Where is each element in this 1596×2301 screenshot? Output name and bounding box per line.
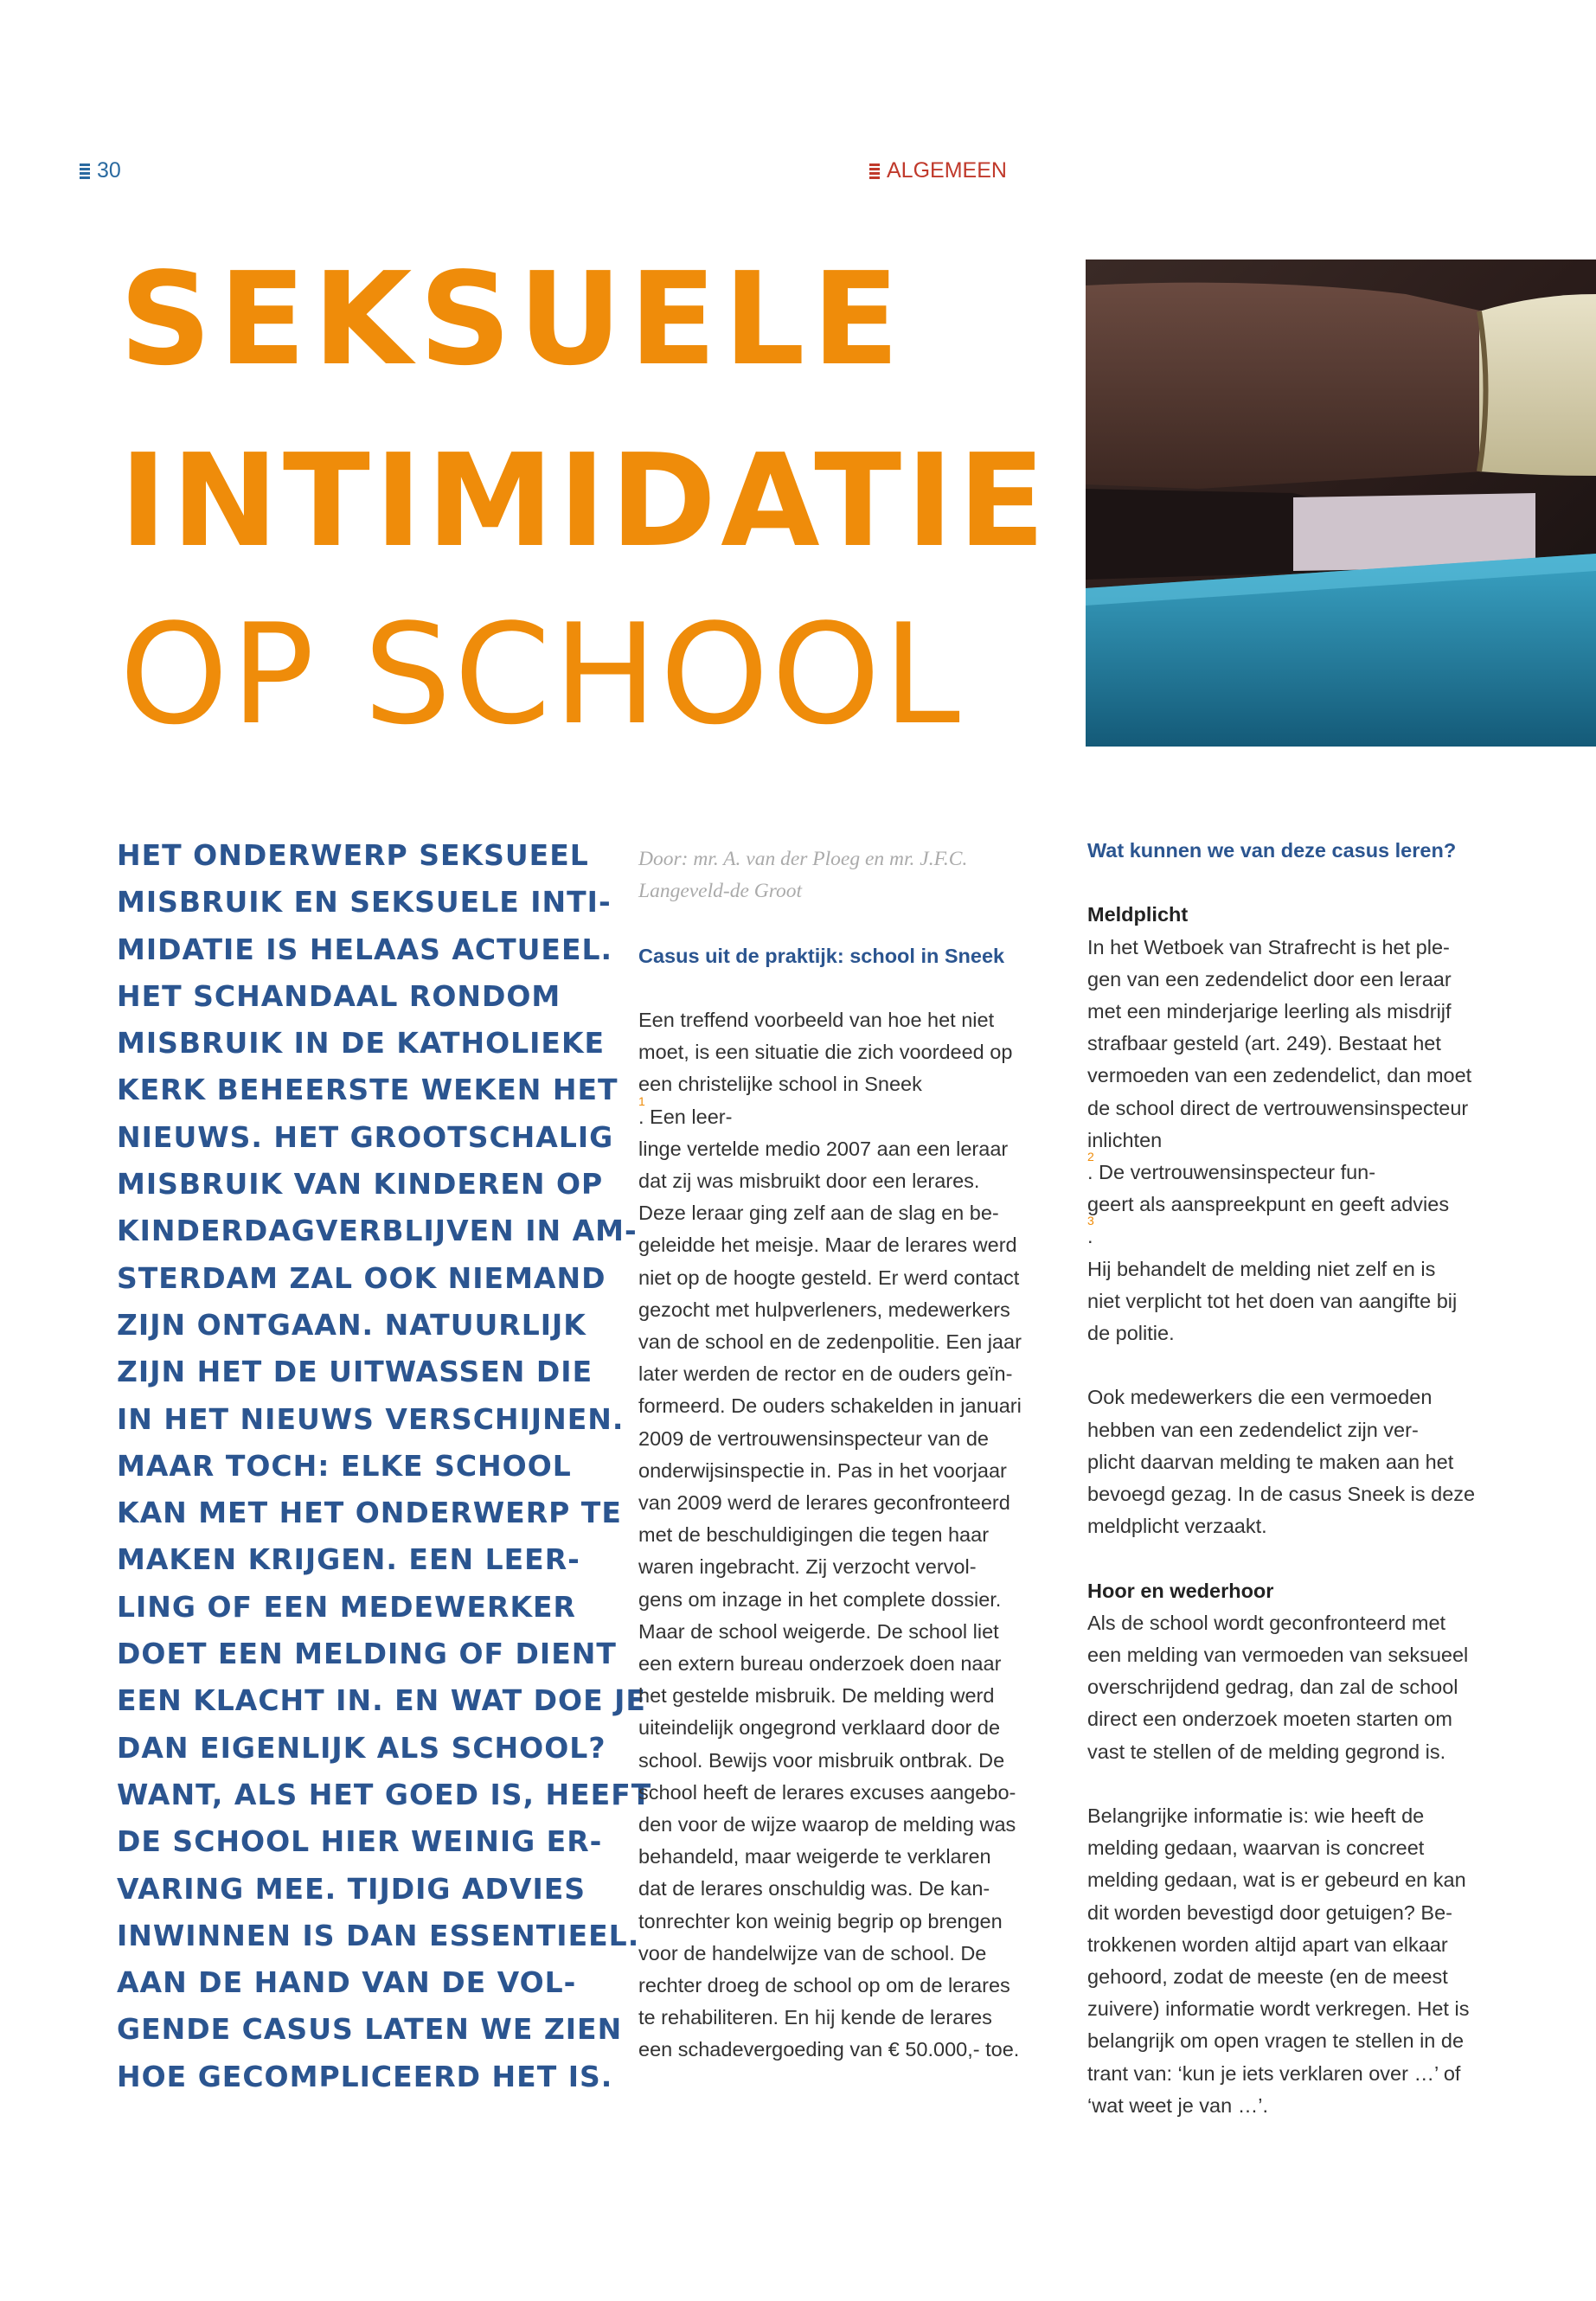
lead-line: MAAR TOCH: ELKE SCHOOL bbox=[117, 1448, 572, 1483]
column-2 bbox=[638, 843, 1054, 2067]
informatie-line: zuivere) informatie wordt verkregen. Het is bbox=[1087, 1997, 1470, 2021]
meldplicht-line: gen van een zedendelict door een leraar bbox=[1087, 967, 1452, 990]
case-line: van 2009 werd de lerares geconfronteerd bbox=[638, 1491, 1010, 1515]
lead-line: INWINNEN IS DAN ESSENTIEEL. bbox=[117, 1918, 640, 1952]
page-number-text: 30 bbox=[97, 158, 121, 183]
case-line: rechter droeg de school op om de lerares bbox=[638, 1974, 1010, 1997]
case-line: Maar de school weigerde. De school liet bbox=[638, 1619, 999, 1643]
case-line: school heeft de lerares excuses aangebo- bbox=[638, 1780, 1016, 1804]
case-line: geleidde het meisje. Maar de lerares werd bbox=[638, 1234, 1017, 1257]
meldplicht-line: de politie. bbox=[1087, 1322, 1175, 1345]
informatie-line: melding gedaan, waarvan is concreet bbox=[1087, 1836, 1425, 1860]
byline-line: Langeveld-de Groot bbox=[638, 880, 803, 903]
case-line: het gestelde misbruik. De melding werd bbox=[638, 1684, 995, 1708]
case-line: een schadevergoeding van € 50.000,- toe. bbox=[638, 2038, 1020, 2061]
section-label bbox=[869, 158, 1007, 183]
medewerkers-line: meldplicht verzaakt. bbox=[1087, 1515, 1267, 1538]
case-line: tonrechter kon weinig begrip op brengen bbox=[638, 1909, 1003, 1932]
section-label-text: ALGEMEEN bbox=[887, 158, 1007, 183]
case-line: te rehabiliteren. En hij kende de lerares bbox=[638, 2006, 992, 2029]
meldplicht-heading: Meldplicht bbox=[1087, 903, 1189, 926]
case-text-b bbox=[638, 1133, 1054, 2067]
bars-icon bbox=[80, 163, 90, 179]
column-3 bbox=[1087, 835, 1503, 2122]
informatie-line: gehoord, zodat de meeste (en de meest bbox=[1087, 1965, 1448, 1989]
case-line: uiteindelijk ongegrond verklaard door de bbox=[638, 1716, 1001, 1740]
title-line-2: INTIMIDATIE bbox=[119, 426, 1050, 575]
case-line: formeerd. De ouders schakelden in januari bbox=[638, 1394, 1022, 1418]
case-line: later werden de rector en de ouders geïn- bbox=[638, 1362, 1013, 1386]
hoor-line: een melding van vermoeden van seksueel bbox=[1087, 1644, 1469, 1667]
meldplicht-line: Hij behandelt de melding niet zelf en is bbox=[1087, 1257, 1436, 1280]
lead-line: ZIJN HET DE UITWASSEN DIE bbox=[117, 1355, 593, 1389]
case-text-a bbox=[638, 1004, 1054, 1068]
case-heading: Casus uit de praktijk: school in Sneek bbox=[638, 944, 1005, 967]
informatie-line: ‘wat weet je van …’. bbox=[1087, 2093, 1268, 2117]
hoor-text bbox=[1087, 1607, 1503, 1768]
case-line: met de beschuldigingen die tegen haar bbox=[638, 1523, 990, 1547]
lead-line: MAKEN KRIJGEN. EEN LEER- bbox=[117, 1542, 580, 1577]
meldplicht-line: vermoeden van een zedendelict, dan moet bbox=[1087, 1064, 1472, 1087]
informatie-line: belangrijk om open vragen te stellen in de bbox=[1087, 2029, 1465, 2053]
lead-line: HOE GECOMPLICEERD HET IS. bbox=[117, 2059, 613, 2093]
informatie-text bbox=[1087, 1800, 1503, 2122]
case-line: waren ingebracht. Zij verzocht vervol- bbox=[638, 1555, 977, 1579]
case-line: moet, is een situatie die zich voordeed op bbox=[638, 1041, 1013, 1064]
case-line: behandeld, maar weigerde te verklaren bbox=[638, 1845, 991, 1868]
informatie-line: Belangrijke informatie is: wie heeft de bbox=[1087, 1804, 1425, 1828]
meldplicht-text-b bbox=[1087, 1253, 1503, 1350]
lead-line: DAN EIGENLIJK ALS SCHOOL? bbox=[117, 1730, 606, 1765]
hoor-heading: Hoor en wederhoor bbox=[1087, 1579, 1274, 1602]
hoor-line: vast te stellen of de melding gegrond is. bbox=[1087, 1740, 1446, 1763]
medewerkers-line: hebben van een zedendelict zijn ver- bbox=[1087, 1418, 1419, 1441]
lead-line: KERK BEHEERSTE WEKEN HET bbox=[117, 1073, 619, 1107]
informatie-line: dit worden bevestigd door getuigen? Be- bbox=[1087, 1900, 1452, 1924]
case-line: gezocht met hulpverleners, medewerkers bbox=[638, 1298, 1010, 1321]
medewerkers-text bbox=[1087, 1381, 1503, 1542]
case-line: gens om inzage in het complete dossier. bbox=[638, 1587, 1002, 1611]
lead-line: NIEUWS. HET GROOTSCHALIG bbox=[117, 1119, 614, 1154]
lead-line: EEN KLACHT IN. EN WAT DOE JE bbox=[117, 1683, 646, 1718]
lead-line: GENDE CASUS LATEN WE ZIEN bbox=[117, 2012, 623, 2047]
case-line: Een treffend voorbeeld van hoe het niet bbox=[638, 1008, 995, 1031]
case-line: 2009 de vertrouwensinspecteur van de bbox=[638, 1426, 989, 1450]
hoor-line: direct een onderzoek moeten starten om bbox=[1087, 1708, 1452, 1731]
lead-line: DOET EEN MELDING OF DIENT bbox=[117, 1637, 617, 1671]
page-number bbox=[80, 158, 121, 183]
lead-line: MIDATIE IS HELAAS ACTUEEL. bbox=[117, 932, 613, 966]
lead-line: KINDERDAGVERBLIJVEN IN AM- bbox=[117, 1214, 638, 1248]
lead-line: HET SCHANDAAL RONDOM bbox=[117, 978, 561, 1013]
case-line-sneek: een christelijke school in Sneek 1 . Een leer- bbox=[638, 1073, 922, 1128]
case-line: Deze leraar ging zelf aan de slag en be- bbox=[638, 1202, 999, 1225]
meldplicht-line: de school direct de vertrouwensinspecteur bbox=[1087, 1096, 1469, 1119]
meldplicht-text-a bbox=[1087, 932, 1503, 1125]
lead-line: MISBRUIK VAN KINDEREN OP bbox=[117, 1167, 604, 1202]
case-line: niet op de hoogte gesteld. Er werd contact bbox=[638, 1266, 1020, 1289]
hoor-line: overschrijdend gedrag, dan zal de school bbox=[1087, 1676, 1458, 1699]
medewerkers-line: Ook medewerkers die een vermoeden bbox=[1087, 1386, 1433, 1409]
bars-icon bbox=[869, 163, 880, 179]
case-line: school. Bewijs voor misbruik ontbrak. De bbox=[638, 1748, 1005, 1772]
book-photo bbox=[1086, 260, 1596, 747]
case-line: een extern bureau onderzoek doen naar bbox=[638, 1652, 1002, 1676]
lead-paragraph bbox=[117, 832, 652, 2100]
title-line-3: OP SCHOOL bbox=[119, 593, 963, 755]
lead-line: HET ONDERWERP SEKSUEEL bbox=[117, 838, 589, 872]
case-line: van de school en de zedenpolitie. Een jaar bbox=[638, 1330, 1022, 1354]
case-line: linge vertelde medio 2007 aan een leraar bbox=[638, 1137, 1009, 1160]
case-line: onderwijsinspectie in. Pas in het voorjaar bbox=[638, 1458, 1007, 1482]
lead-line: STERDAM ZAL OOK NIEMAND bbox=[117, 1260, 606, 1295]
lead-line: KAN MET HET ONDERWERP TE bbox=[117, 1496, 622, 1530]
medewerkers-line: plicht daarvan melding te maken aan het bbox=[1087, 1450, 1454, 1473]
lead-line: MISBRUIK EN SEKSUELE INTI- bbox=[117, 885, 612, 920]
title-line-1: SEKSUELE bbox=[119, 245, 907, 394]
lead-line: WANT, ALS HET GOED IS, HEEFT bbox=[117, 1777, 652, 1811]
informatie-line: trant van: ‘kun je iets verklaren over …’ of bbox=[1087, 2061, 1461, 2085]
case-line: voor de handelwijze van de school. De bbox=[638, 1941, 987, 1965]
lead-line: VARING MEE. TIJDIG ADVIES bbox=[117, 1871, 586, 1906]
informatie-line: trokkenen worden altijd apart van elkaar bbox=[1087, 1932, 1448, 1956]
byline-line: Door: mr. A. van der Ploeg en mr. J.F.C. bbox=[638, 848, 968, 870]
lead-line: DE SCHOOL HIER WEINIG ER- bbox=[117, 1824, 603, 1859]
case-line: dat de lerares onschuldig was. De kan- bbox=[638, 1877, 990, 1900]
lead-line: ZIJN ONTGAAN. NATUURLIJK bbox=[117, 1307, 586, 1342]
meldplicht-line: strafbaar gesteld (art. 249). Bestaat het bbox=[1087, 1032, 1441, 1055]
medewerkers-line: bevoegd gezag. In de casus Sneek is deze bbox=[1087, 1483, 1476, 1506]
byline bbox=[638, 843, 1054, 907]
advies-line: geert als aanspreekpunt en geeft advies 3 . bbox=[1087, 1193, 1450, 1248]
lead-line: AAN DE HAND VAN DE VOL- bbox=[117, 1965, 577, 2000]
case-line: den voor de wijze waarop de melding was bbox=[638, 1813, 1016, 1836]
meldplicht-line: niet verplicht tot het doen van aangifte bij bbox=[1087, 1289, 1458, 1312]
hoor-line: Als de school wordt geconfronteerd met bbox=[1087, 1611, 1446, 1634]
case-line: dat zij was misbruikt door een lerares. bbox=[638, 1170, 980, 1192]
inlichten-line: inlichten 2 . De vertrouwensinspecteur fun- bbox=[1087, 1128, 1376, 1184]
lead-line: LING OF EEN MEDEWERKER bbox=[117, 1589, 576, 1624]
lead-line: MISBRUIK IN DE KATHOLIEKE bbox=[117, 1026, 606, 1061]
meldplicht-line: In het Wetboek van Strafrecht is het ple- bbox=[1087, 935, 1450, 958]
lessons-heading: Wat kunnen we van deze casus leren? bbox=[1087, 839, 1457, 862]
informatie-line: melding gedaan, wat is er gebeurd en kan bbox=[1087, 1868, 1466, 1892]
meldplicht-line: met een minderjarige leerling als misdrijf bbox=[1087, 1000, 1452, 1022]
lead-line: IN HET NIEUWS VERSCHIJNEN. bbox=[117, 1401, 625, 1436]
